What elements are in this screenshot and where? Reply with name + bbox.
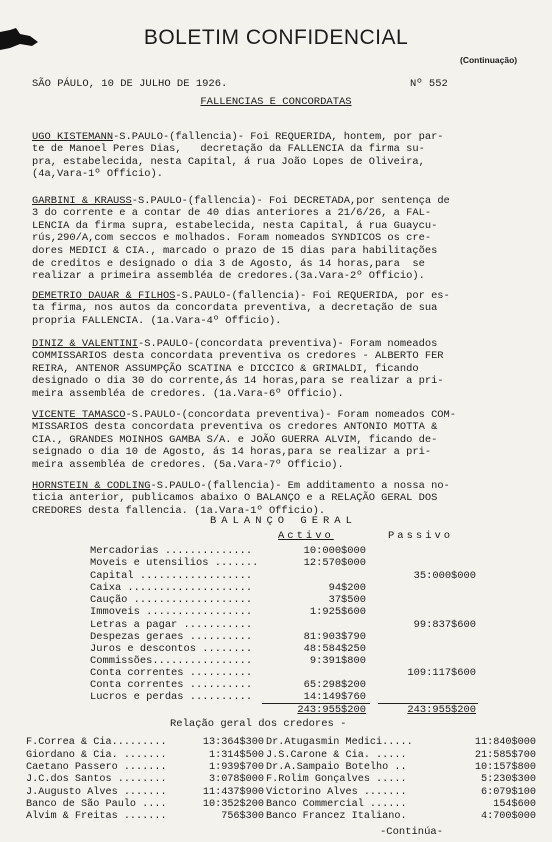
balance-row [0,594,552,606]
balance-activo: 94$200 [328,582,366,594]
balance-row [0,643,552,655]
balance-row [0,679,552,691]
notice-line: -S.PAULO-(fallencia)- Foi REQUERIDA, por es- [175,289,450,302]
notice-line: CREDORES desta fallencia. (1a.Vara-1º Officio). [32,504,326,517]
balance-activo: 81:903$790 [303,631,366,643]
creditor-value: 11:840$000 [474,737,536,748]
balance-row [0,655,552,667]
balance-row [0,582,552,594]
balance-row [0,570,552,582]
creditor-row [0,774,552,786]
creditor-row [0,811,552,823]
creditor-row [0,762,552,774]
notice-firm: GARBINI & KRAUSS [32,194,132,207]
creditor-value: 13:364$300 [202,737,264,748]
balance-label: Mercadorias .............. [90,545,253,557]
total-activo: 243:955$200 [297,704,366,716]
balance-title: BALANÇO GERAL [210,515,357,527]
notice-line: propria FALLENCIA. (1a.Vara-4º Officio). [32,314,282,327]
balance-label: Capital .................. [90,570,253,582]
notice-line: CIA., GRANDES MOINHOS GAMBA S/A. e JOÃO GUERRA ALVIM, ficando de- [32,433,438,446]
balance-passivo: 99:837$600 [413,619,476,631]
creditor-row [0,787,552,799]
creditor-value: 1:939$700 [208,762,264,773]
balance-row [0,545,552,557]
creditor-value: 6:079$100 [480,787,536,798]
balance-label: Letras a pagar ........... [90,619,253,631]
balance-row [0,619,552,631]
notice-line: MISSARIOS desta concordata preventiva os credores ANTONIO MOTTA & [32,421,438,434]
creditor-name: Banco Commercial ...... [266,799,407,810]
notice-line: REIRA, ANTENOR ASSUMPÇÃO SCATINA e DICCICO & GRIMALDI, ficando [32,362,419,375]
creditor-value: 756$300 [221,811,264,822]
notice-firm: DINIZ & VALENTINI [32,337,139,350]
notice-vicente-tamasco [32,396,507,472]
creditor-name: Caetano Passero ....... [26,762,167,773]
creditor-name: Alvim & Freitas ....... [26,811,167,822]
notice-line: -S.PAULO-(concordata preventiva)- Foram nomeados [138,337,438,350]
creditor-value: 3:078$000 [208,774,264,785]
activo-header: Activo [278,530,334,542]
notice-line: seignado o dia 10 de Agosto, ás 14 horas,para se realizar a pri- [32,446,432,459]
creditor-row [0,799,552,811]
balance-row [0,557,552,569]
balance-activo: 48:584$250 [303,643,366,655]
notice-diniz-valentini [32,325,507,401]
continued-note: -Continúa- [380,826,444,838]
notice-line: COMMISSARIOS desta concordata preventiva os credores - ALBERTO FER [32,350,444,363]
notice-garbini-krauss [32,182,507,283]
notice-line: dores MEDICI & CIA., marcado o prazo de 15 dias para habilitações [32,244,438,257]
balance-activo: 14:149$760 [303,691,366,703]
balance-activo: 10:000$000 [303,545,366,557]
notice-hornstein-codling [32,467,507,517]
notice-line: designado o dia 30 do corrente,ás 14 horas,para se realizar a pri- [32,375,444,388]
creditor-name: Banco Francez Italiano. [266,811,407,822]
creditor-name: Banco de São Paulo .... [26,799,167,810]
balance-label: Lucros e perdas .......... [90,691,253,703]
notice-line: (4a,Vara-1º Officio). [32,168,163,181]
creditor-value: 11:437$900 [202,787,264,798]
creditor-value: 10:157$800 [474,762,536,773]
creditor-value: 21:585$700 [474,750,536,761]
notice-firm: DEMETRIO DAUAR & FILHOS [32,289,176,302]
creditor-name: Victorino Alves ....... [266,787,407,798]
notice-line: LENCIA da firma supra, estabelecida, nesta Capital, á rua Guaycu- [32,219,438,232]
notice-line: realizar a primeira assembléa de credores.(3a.Vara-2º Officio). [32,270,425,283]
balance-activo: 9:391$800 [309,655,366,667]
notice-line: -S.PAULO-(fallencia)- Em additamento a nossa no- [150,479,450,492]
notice-line: 3 do corrente e a contar de 40 dias anteriores a 21/6/26, a FAL- [32,207,432,220]
creditor-row [0,750,552,762]
notice-firm: VICENTE TAMASCO [32,408,126,421]
balance-activo: 37$500 [328,594,366,606]
dateline: SÃO PÁULO, 10 DE JULHO DE 1926. [32,78,228,90]
notice-line: ta firma, nos autos da concordata preventiva, a decretação de sua [32,302,438,315]
balance-label: Caixa .................... [90,582,253,594]
passivo-header: Passivo [388,530,454,542]
creditor-name: Giordano & Cia. ....... [26,750,167,761]
balance-activo: 12:570$000 [303,557,366,569]
creditor-name: F.Correa & Cia......... [26,737,167,748]
creditor-value: 1:314$500 [208,750,264,761]
continuation-label: (Continuação) [460,55,518,65]
creditor-value: 4:700$000 [480,811,536,822]
notice-line: -S.PAULO-(fallencia)- Foi DECRETADA,por sentença de [131,194,450,207]
creditor-row [0,737,552,749]
balance-activo: 65:298$200 [303,679,366,691]
balance-activo: 1:925$600 [309,606,366,618]
creditor-value: 154$600 [493,799,536,810]
creditor-name: J.S.Carone & Cia. ..... [266,750,407,761]
notice-firm: HORNSTEIN & CODLING [32,479,151,492]
balance-total-row [0,704,552,716]
section-heading: FALLENCIAS E CONCORDATAS [200,96,352,108]
creditor-name: Dr.Atugasmin Medici..... [266,737,413,748]
creditor-value: 5:230$300 [480,774,536,785]
total-passivo: 243:955$200 [407,704,476,716]
creditor-name: J.Augusto Alves ....... [26,787,167,798]
balance-row [0,667,552,679]
notice-line: -S.PAULO-(fallencia)- Foi REQUERIDA, hontem, por par- [113,130,444,143]
notice-line: pra, estabelecida, nesta Capital, á rua João Lopes de Oliveira, [32,155,425,168]
creditor-value: 10:352$200 [202,799,264,810]
notice-line: ticia anterior, publicamos abaixo O BALANÇO e a RELAÇÃO GERAL DOS [32,492,438,505]
balance-label: Commissões................ [90,655,253,667]
creditors-title: Relação geral dos credores - [170,718,347,730]
balance-label: Juros e descontos ........ [90,643,253,655]
balance-passivo: 35:000$000 [413,570,476,582]
notice-line: de creditos e designado o dia 3 de Agosto, ás 14 horas,para se [32,257,425,270]
creditor-name: Dr.A.Sampaio Botelho .. [266,762,407,773]
issue-number: Nº 552 [410,78,448,90]
notice-demetrio-dauar [32,277,507,327]
notice-line: -S.PAULO-(concordata preventiva)- Foram nomeados COM- [125,408,457,421]
notice-ugo-kistemann [32,118,507,181]
notice-firm: UGO KISTEMANN [32,130,114,143]
creditor-name: F.Rolim Gonçalves ..... [266,774,407,785]
balance-label: Despezas geraes .......... [90,631,253,643]
creditor-name: J.C.dos Santos ........ [26,774,167,785]
balance-row [0,631,552,643]
notice-line: rús,290/A,com seccos e molhados. Foram nomeados SYNDICOS os cre- [32,232,432,245]
balance-label: Conta correntes .......... [90,667,253,679]
balance-label: Caução ................... [90,594,253,606]
page-title: BOLETIM CONFIDENCIAL [143,26,409,49]
balance-label: Immoveis ................. [90,606,253,618]
balance-label: Conta correntes .......... [90,679,253,691]
balance-row [0,691,552,703]
notice-line: meira assembléa de credores. (5a.Vara-7º Officio). [32,458,344,471]
balance-passivo: 109:117$600 [407,667,476,679]
notice-line: meira assembléa de credores. (1a.Vara-6º Officio). [32,387,344,400]
balance-row [0,606,552,618]
notice-line: te de Manoel Peres Dias, decretação da FALLENCIA da firma su- [32,143,425,156]
balance-label: Moveis e utensilios ....... [90,557,259,569]
